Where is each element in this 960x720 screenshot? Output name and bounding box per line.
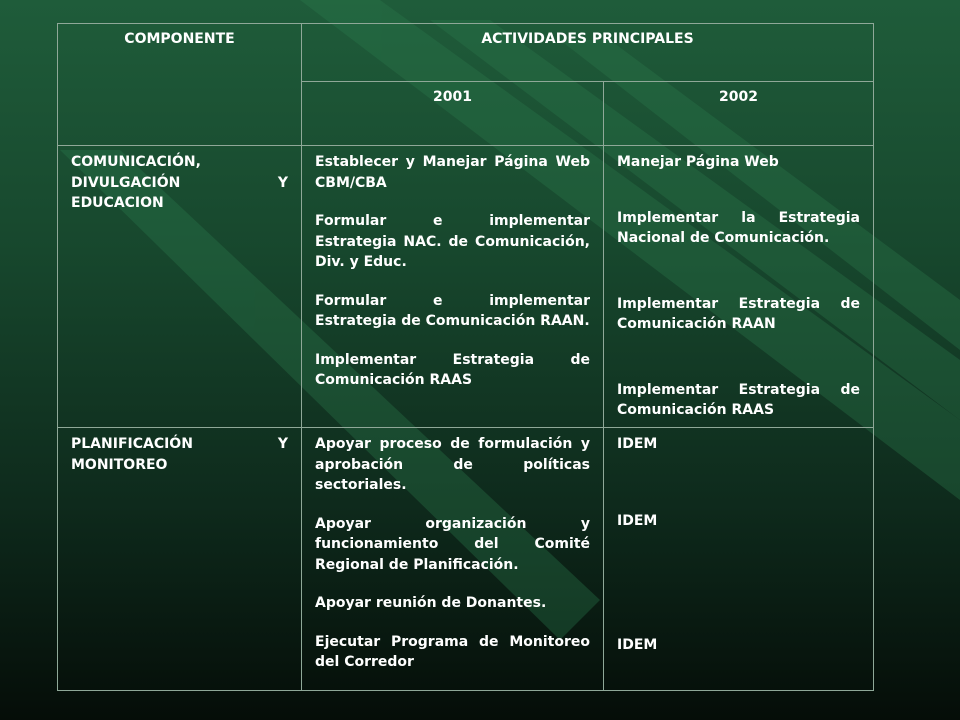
activities-table	[57, 23, 874, 691]
activity-item: Establecer y Manejar Página Web CBM/CBA	[315, 154, 590, 191]
header-actividades: ACTIVIDADES PRINCIPALES	[302, 24, 874, 82]
header-year-2001: 2001	[302, 82, 604, 146]
activity-item: Implementar Estrategia de Comunicación RAAS	[315, 351, 590, 388]
activity-item: Implementar la Estrategia Nacional de Comunicación.	[617, 209, 860, 246]
activity-item: IDEM	[617, 436, 658, 452]
activity-item: Apoyar reunión de Donantes.	[315, 595, 547, 611]
activity-item: Apoyar organización y funcionamiento del Comité Regional de Planificación.	[315, 515, 590, 573]
activity-item: IDEM	[617, 637, 658, 653]
activity-item: Formular e implementar Estrategia NAC. de Comunicación, Div. y Educ.	[315, 213, 590, 270]
row-comunicacion-2002	[604, 146, 874, 428]
activity-item: IDEM	[617, 512, 658, 529]
row-componente-comunicacion: COMUNICACIÓN, DIVULGACIÓN Y EDUCACION	[58, 146, 302, 428]
row-comunicacion-2001	[302, 146, 604, 428]
row-planificacion-2002	[604, 428, 874, 691]
activity-item: Ejecutar Programa de Monitoreo del Corredor	[315, 633, 590, 670]
row-planificacion-2001	[302, 428, 604, 691]
activity-item: Apoyar proceso de formulación y aprobación de políticas sectoriales.	[315, 436, 590, 493]
row-componente-planificacion: PLANIFICACIÓN Y MONITOREO	[58, 428, 302, 691]
activity-item: Implementar Estrategia de Comunicación RAAS	[617, 381, 860, 418]
activity-item: Implementar Estrategia de Comunicación RAAN	[617, 295, 860, 332]
activity-item: Formular e implementar Estrategia de Comunicación RAAN.	[315, 292, 590, 329]
header-componente: COMPONENTE	[58, 24, 302, 146]
header-year-2002: 2002	[604, 82, 874, 146]
activity-item: Manejar Página Web	[617, 154, 779, 170]
